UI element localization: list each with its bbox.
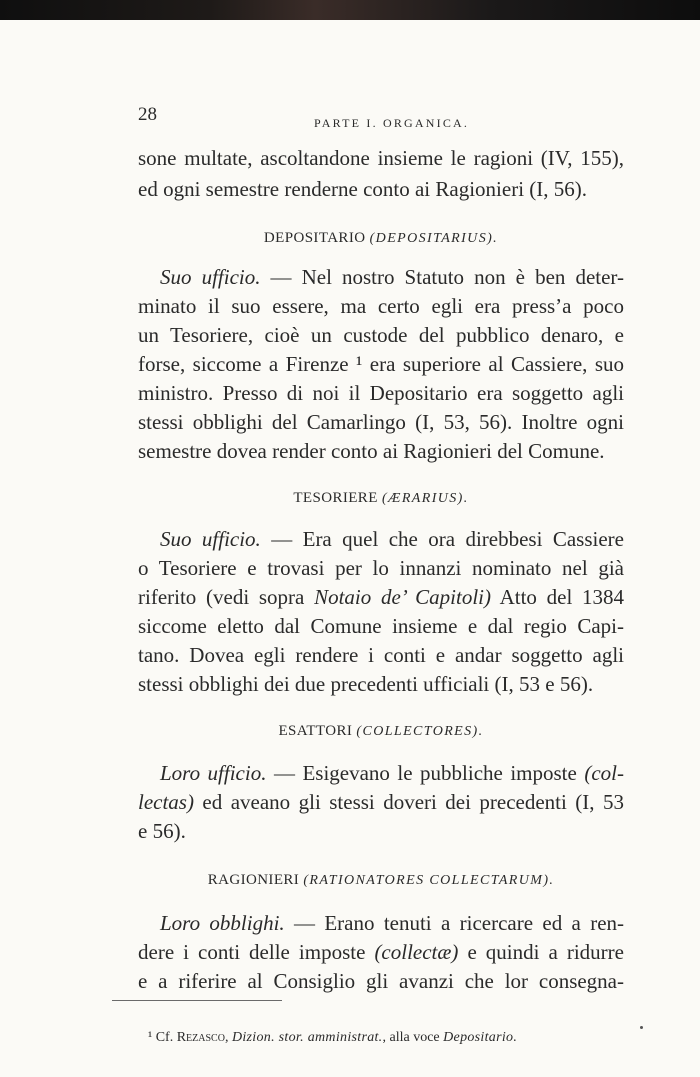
text-line: tano. Dovea egli rendere i conti e andar soggetto agli	[138, 643, 624, 667]
footnote-text: Cf.	[152, 1030, 177, 1045]
text-line: minato il suo essere, ma certo egli era press’a poco	[138, 294, 624, 318]
section-heading-depositario	[138, 230, 624, 247]
lead-label: Suo ufficio.	[160, 265, 261, 289]
footnote-work: Dizion. stor. amministrat.	[231, 1030, 383, 1045]
text-line	[160, 910, 624, 936]
line-text: dere i conti delle imposte	[138, 940, 375, 964]
text-line	[160, 760, 624, 786]
line-text: — Erano tenuti a ricercare ed a ren-	[284, 911, 625, 935]
text-line: e a riferire al Consiglio gli avanzi che lor consegna-	[138, 969, 624, 993]
text-line: siccome eletto dal Comune insieme e dal regio Capi-	[138, 614, 624, 638]
heading-title: RAGIONIERI	[207, 872, 300, 888]
footnote-rule	[112, 1000, 282, 1001]
page-number: 28	[138, 104, 157, 125]
scan-speck	[640, 1026, 643, 1029]
heading-latin: (ÆRARIUS).	[381, 491, 469, 506]
text-line: sone multate, ascoltandone insieme le ragioni (IV, 155),	[138, 146, 624, 170]
line-text: — Nel nostro Statuto non è ben deter-	[260, 265, 624, 289]
text-line: ed ogni semestre renderne conto ai Ragionieri (I, 56).	[138, 177, 588, 201]
lead-label: Suo ufficio.	[160, 527, 261, 551]
line-text: riferito (vedi sopra	[138, 585, 315, 609]
footnote-marker: ¹	[148, 1030, 153, 1045]
italic-term: (collectæ)	[374, 940, 459, 964]
text-line: stessi obblighi del Camarlingo (I, 53, 56). Inoltre ogni	[138, 410, 624, 434]
text-line: forse, siccome a Firenze ¹ era superiore al Cassiere, suo	[138, 352, 624, 376]
footnote	[148, 1030, 517, 1046]
heading-latin: (COLLECTORES).	[356, 724, 484, 739]
reference-italic: Notaio de’ Capitoli)	[314, 585, 492, 609]
heading-title: TESORIERE	[293, 490, 378, 506]
heading-title: DEPOSITARIO	[263, 230, 366, 246]
text-line: e 56).	[138, 819, 186, 843]
footnote-text: ,	[224, 1030, 232, 1045]
section-heading-tesoriere	[138, 490, 624, 507]
lead-label: Loro obblighi.	[160, 911, 285, 935]
heading-title: ESATTORI	[278, 723, 353, 739]
text-line	[138, 939, 624, 965]
text-line: o Tesoriere e trovasi per lo innanzi nominato nel già	[138, 556, 624, 580]
text-line	[160, 264, 624, 290]
footnote-author: Rezasco	[176, 1030, 225, 1045]
lead-label: Loro ufficio.	[160, 761, 267, 785]
text-line: semestre dovea render conto ai Ragionieri del Comune.	[138, 439, 605, 463]
heading-latin: (DEPOSITARIUS).	[369, 231, 499, 246]
line-text: e quindi a ridurre	[458, 940, 624, 964]
text-line: un Tesoriere, cioè un custode del pubblico denaro, e	[138, 323, 624, 347]
line-text: Atto del 1384	[491, 585, 624, 609]
running-head: PARTE I. ORGANICA.	[314, 116, 470, 130]
line-text: — Esigevano le pubbliche imposte	[266, 761, 585, 785]
text-line	[138, 584, 624, 610]
text-line	[160, 526, 624, 552]
section-heading-ragionieri	[138, 872, 624, 889]
section-heading-esattori	[138, 723, 624, 740]
italic-term: lectas)	[138, 790, 194, 814]
italic-term: (col-	[584, 761, 624, 785]
line-text: — Era quel che ora direbbesi Cassiere	[260, 527, 624, 551]
text-line	[138, 789, 624, 815]
line-text: ed aveano gli stessi doveri dei precedenti (I, 53	[193, 790, 624, 814]
footnote-entry: Depositario.	[443, 1030, 518, 1045]
text-line: ministro. Presso di noi il Depositario era soggetto agli	[138, 381, 624, 405]
footnote-text: , alla voce	[382, 1030, 444, 1045]
heading-latin: (RATIONATORES COLLECTARUM).	[303, 873, 555, 888]
text-line: stessi obblighi dei due precedenti ufficiali (I, 53 e 56).	[138, 672, 594, 696]
